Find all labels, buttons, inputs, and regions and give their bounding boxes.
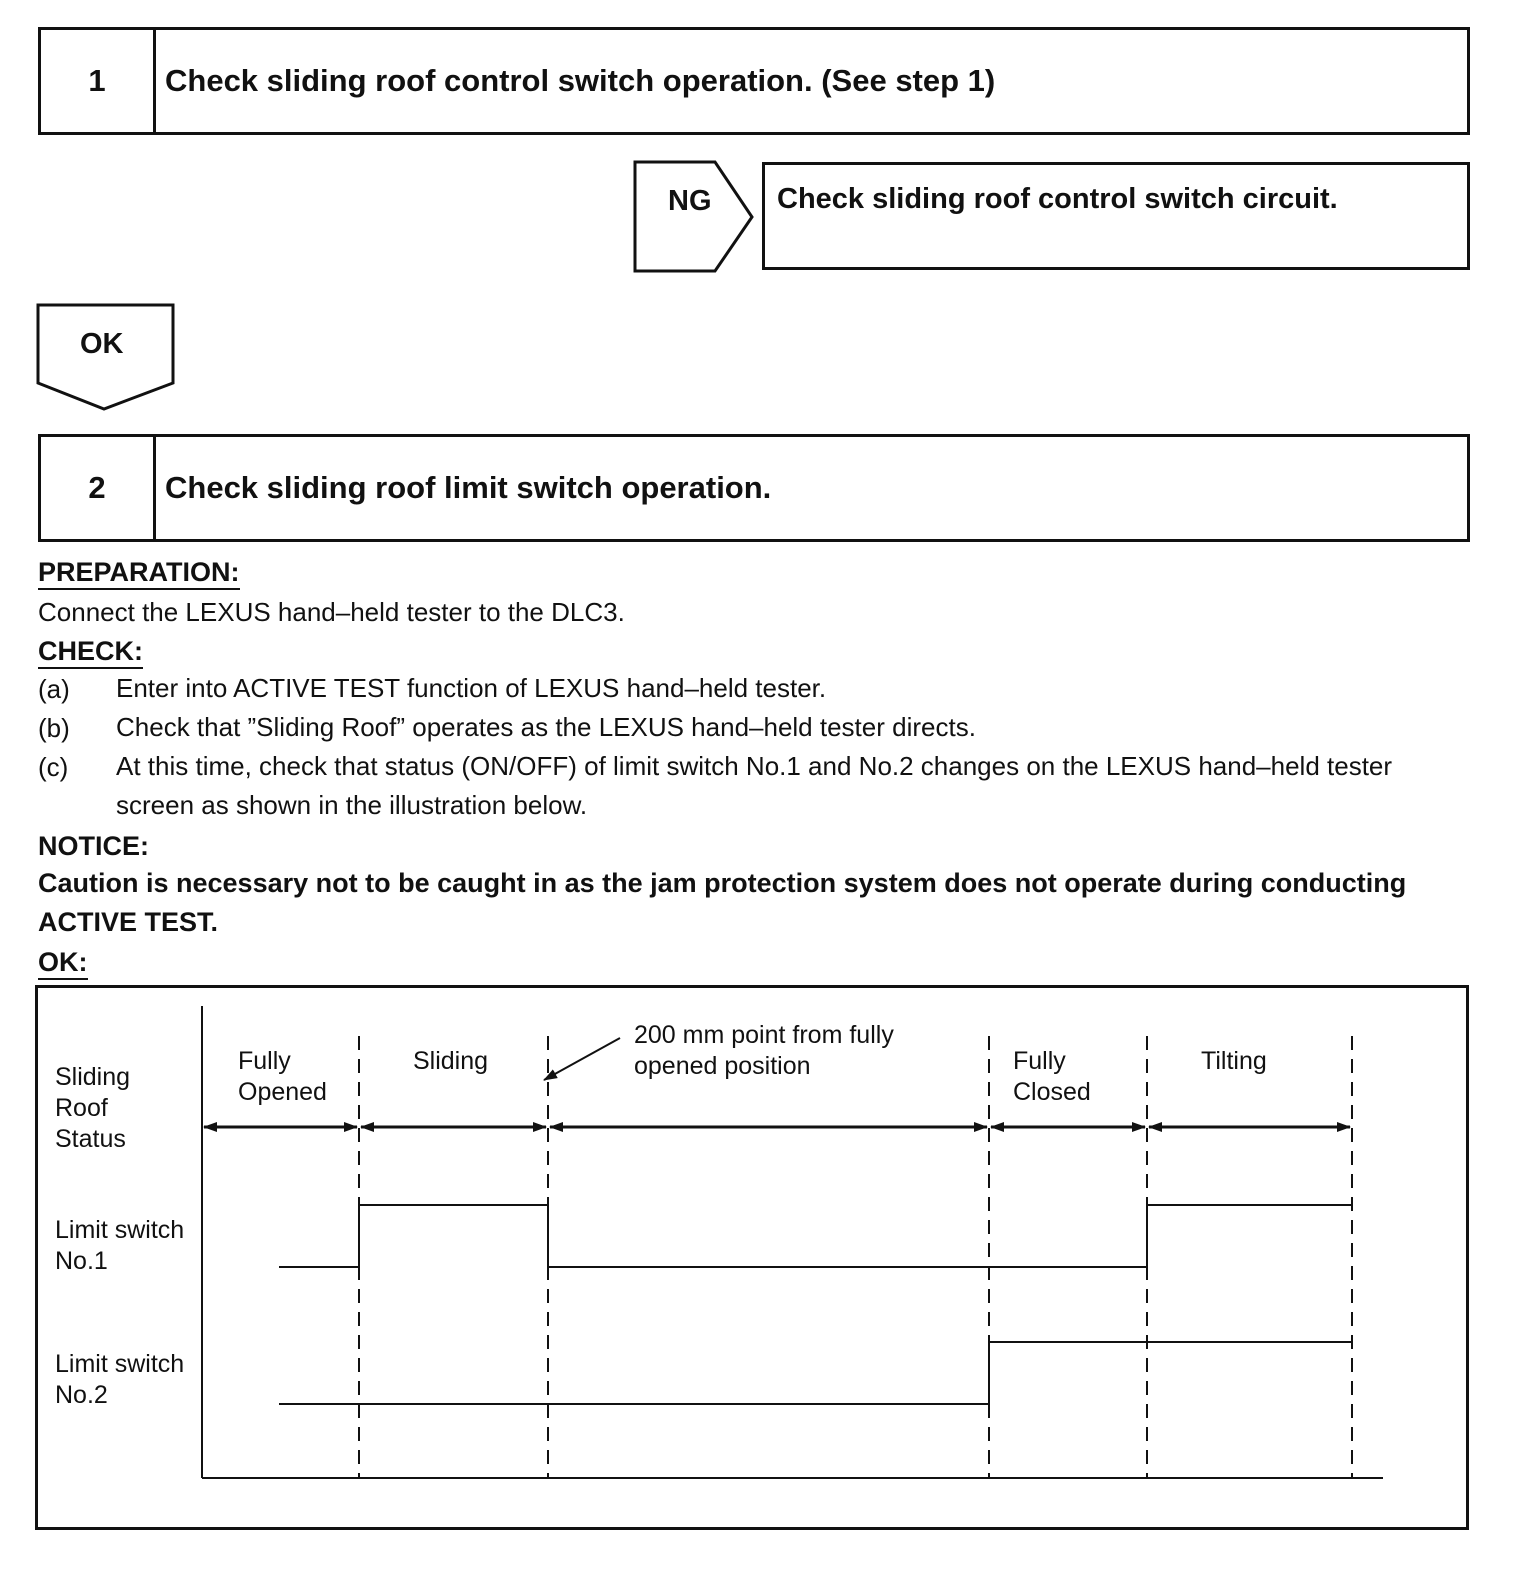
ng-result-box: [762, 162, 1470, 270]
step-number: 2: [41, 437, 156, 539]
check-item-marker: (b): [38, 713, 70, 743]
check-item-text: Check that ”Sliding Roof” operates as the LEXUS hand–held tester directs.: [116, 712, 976, 742]
ok-heading: OK:: [38, 946, 88, 980]
phase-dividers: [359, 1036, 1352, 1478]
check-item-marker: (c): [38, 752, 69, 782]
preparation-heading: PREPARATION:: [38, 556, 240, 590]
step-2-box: [38, 434, 1470, 542]
point-200mm-pointer: [544, 1038, 620, 1080]
step-title: Check sliding roof limit switch operation.: [165, 470, 772, 505]
check-heading: CHECK:: [38, 635, 143, 669]
row-label-limit2: Limit switch No.2: [55, 1350, 185, 1409]
phase-label-fully-closed: Fully Closed: [1013, 1047, 1091, 1106]
phase-label-sliding: Sliding: [413, 1047, 489, 1075]
step-title: Check sliding roof control switch operation. (See step 1): [165, 63, 996, 98]
ng-result-text: Check sliding roof control switch circuit.: [777, 183, 1338, 215]
phase-label-fully-opened: Fully Opened: [238, 1047, 327, 1106]
check-item-marker: (a): [38, 674, 70, 704]
preparation-text: Connect the LEXUS hand–held tester to the DLC3.: [38, 597, 625, 627]
timing-diagram: [35, 985, 1469, 1530]
notice-heading: NOTICE:: [38, 831, 149, 861]
check-item-text: At this time, check that status (ON/OFF) of limit switch No.1 and No.2 changes on the LEXUS hand–held tester screen as shown in the illustration below.: [116, 751, 1393, 820]
step-1-box: [38, 27, 1470, 135]
step-number: 1: [41, 30, 156, 132]
phase-label-tilting: Tilting: [1201, 1047, 1267, 1075]
ok-label: OK: [80, 328, 124, 360]
row-label-status: Sliding Roof Status: [55, 1063, 131, 1153]
check-item-text: Enter into ACTIVE TEST function of LEXUS hand–held tester.: [116, 673, 827, 703]
limit-switch-2-signal: [279, 1342, 1352, 1404]
notice-text: Caution is necessary not to be caught in as the jam protection system does not operate during conducting ACTIVE TEST.: [38, 868, 1407, 937]
row-label-limit1: Limit switch No.1: [55, 1216, 185, 1275]
limit-switch-1-signal: [279, 1205, 1352, 1267]
phase-label-200mm-point: 200 mm point from fully opened position: [634, 1021, 894, 1080]
ng-label: NG: [668, 185, 712, 217]
